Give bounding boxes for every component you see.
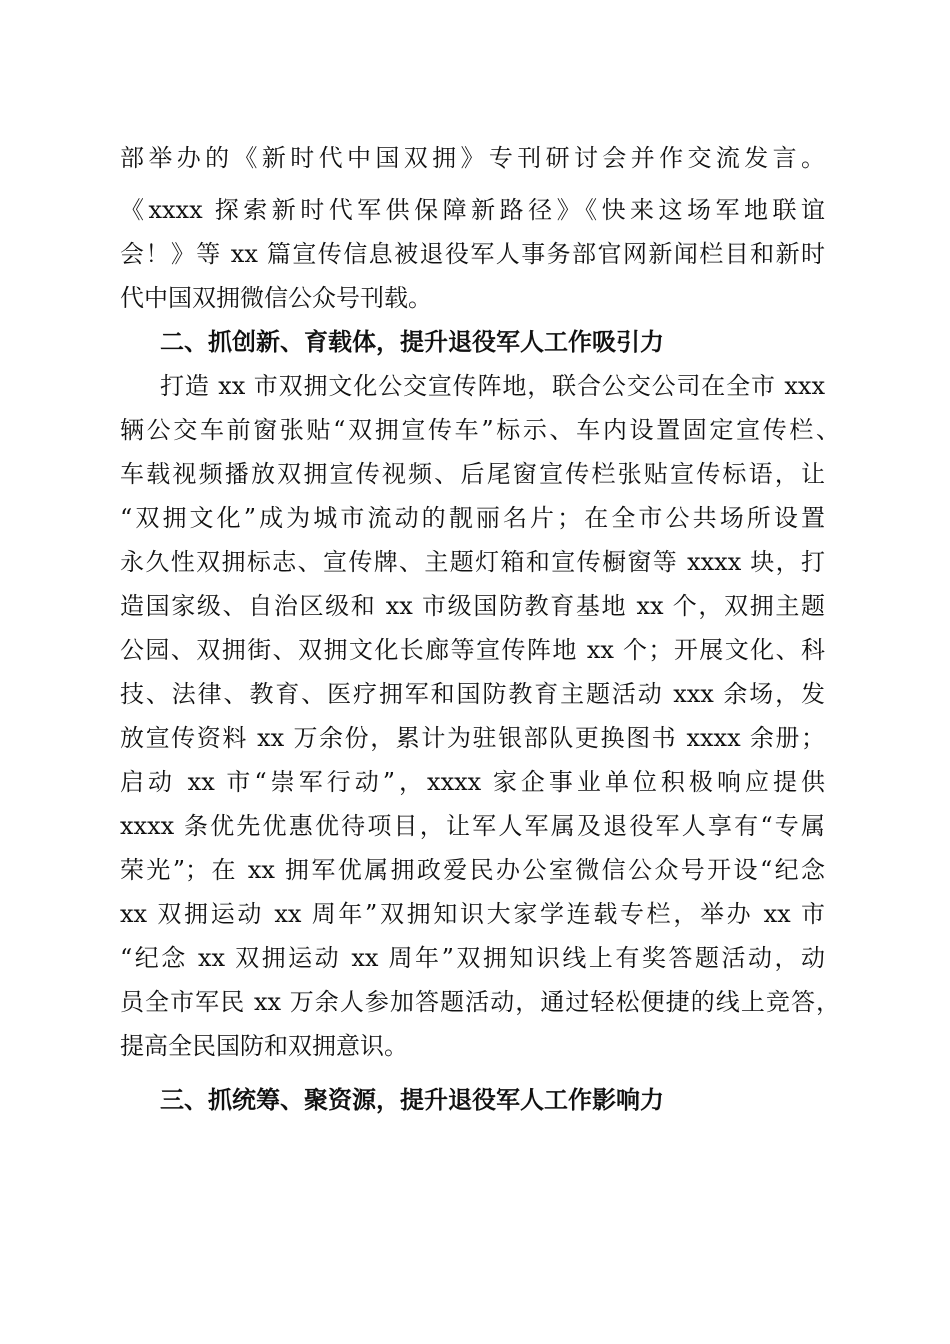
- paragraph-line: 公园、双拥街、双拥文化长廊等宣传阵地 xx 个；开展文化、科: [120, 636, 825, 664]
- paragraph-line: 启动 xx 市“崇军行动”，xxxx 家企事业单位积极响应提供: [120, 768, 825, 796]
- paragraph-line: xx 双拥运动 xx 周年”双拥知识大家学连载专栏，举办 xx 市: [120, 900, 825, 928]
- paragraph-line: 员全市军民 xx 万余人参加答题活动，通过轻松便捷的线上竞答，: [120, 988, 840, 1016]
- section-heading: 三、抓统筹、聚资源，提升退役军人工作影响力: [160, 1086, 664, 1114]
- paragraph-line: 《xxxx 探索新时代军供保障新路径》《快来这场军地联谊: [120, 196, 825, 224]
- paragraph-line: “纪念 xx 双拥运动 xx 周年”双拥知识线上有奖答题活动，动: [120, 944, 825, 972]
- paragraph-line: 提高全民国防和双拥意识。: [120, 1032, 408, 1060]
- paragraph-line: 造国家级、自治区级和 xx 市级国防教育基地 xx 个，双拥主题: [120, 592, 825, 620]
- paragraph-line: 荣光”；在 xx 拥军优属拥政爱民办公室微信公众号开设“纪念: [120, 856, 825, 884]
- paragraph-line: 打造 xx 市双拥文化公交宣传阵地，联合公交公司在全市 xxx: [160, 372, 825, 400]
- paragraph-line: 部举办的《新时代中国双拥》专刊研讨会并作交流发言。: [120, 144, 825, 172]
- paragraph-line: “双拥文化”成为城市流动的靓丽名片；在全市公共场所设置: [120, 504, 825, 532]
- paragraph-line: xxxx 条优先优惠优待项目，让军人军属及退役军人享有“专属: [120, 812, 825, 840]
- paragraph-line: 放宣传资料 xx 万余份，累计为驻银部队更换图书 xxxx 余册；: [120, 724, 825, 752]
- paragraph-line: 永久性双拥标志、宣传牌、主题灯箱和宣传橱窗等 xxxx 块，打: [120, 548, 825, 576]
- section-heading: 二、抓创新、育载体，提升退役军人工作吸引力: [160, 328, 664, 356]
- paragraph-line: 会！》等 xx 篇宣传信息被退役军人事务部官网新闻栏目和新时: [120, 240, 825, 268]
- paragraph-line: 辆公交车前窗张贴“双拥宣传车”标示、车内设置固定宣传栏、: [120, 416, 840, 444]
- paragraph-line: 代中国双拥微信公众号刊载。: [120, 284, 432, 312]
- paragraph-line: 技、法律、教育、医疗拥军和国防教育主题活动 xxx 余场，发: [120, 680, 825, 708]
- paragraph-line: 车载视频播放双拥宣传视频、后尾窗宣传栏张贴宣传标语，让: [120, 460, 825, 488]
